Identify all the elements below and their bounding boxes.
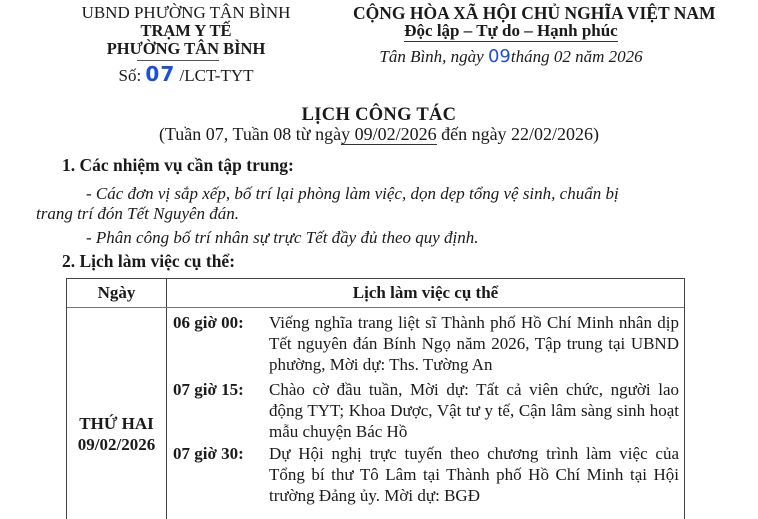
task-1-line1: - Các đơn vị sắp xếp, bố trí lại phòng làm việc, dọn dẹp tổng vệ sinh, chuẩn bị	[86, 184, 619, 203]
subtitle-suffix: đến ngày 22/02/2026)	[436, 124, 600, 144]
schedule-table	[66, 278, 685, 519]
date-suffix: tháng 02 năm 2026	[510, 47, 643, 66]
schedule-entry	[173, 443, 679, 506]
weekday-label: THỨ HAI	[79, 414, 154, 433]
nation-title: CỘNG HÒA XÃ HỘI CHỦ NGHĨA VIỆT NAM	[353, 3, 716, 23]
column-header-schedule: Lịch làm việc cụ thể	[352, 283, 499, 302]
day-date: 09/02/2026	[77, 435, 156, 454]
subtitle-underlined: y 09/02/2026	[341, 124, 437, 144]
header-left-divider	[137, 60, 219, 61]
section-2-heading: 2. Lịch làm việc cụ thể:	[62, 251, 236, 271]
document-number	[60, 62, 312, 86]
doc-number-handwritten: 07	[145, 62, 176, 86]
entry-text: Viếng nghĩa trang liệt sĩ Thành phố Hồ Chí Minh nhân dịp Tết nguyên đán Bính Ngọ năm 2026, Tập trung tại UBND phường, Mời dự: Ths. Tường An	[269, 313, 679, 374]
entry-text: Chào cờ đầu tuần, Mời dự: Tất cả viên chức, người lao động TYT; Khoa Dược, Vật tư y tế, Cận lâm sàng sinh hoạt mẫu chuyện Bác Hồ	[269, 380, 679, 441]
doc-number-suffix: /LCT-TYT	[179, 66, 254, 85]
subtitle-prefix: (Tuần 07, Tuần 08 từ ngà	[158, 124, 342, 144]
unit-name-line2: PHƯỜNG TÂN BÌNH	[106, 39, 266, 58]
issue-date	[353, 46, 669, 67]
organization-name: UBND PHƯỜNG TÂN BÌNH	[81, 3, 291, 22]
section-1-heading: 1. Các nhiệm vụ cần tập trung:	[62, 155, 294, 175]
column-header-day: Ngày	[97, 283, 136, 302]
doc-number-prefix: Số:	[118, 66, 142, 85]
schedule-entry	[173, 379, 679, 442]
date-day-handwritten: 09	[487, 46, 511, 67]
unit-name-line1: TRẠM Y TẾ	[140, 21, 232, 40]
entry-text: Dự Hội nghị trực tuyến theo chương trình làm việc của Tổng bí thư Tô Lâm tại Thành phố Hồ Chí Minh tại Hội trường Đảng ủy. Mời dự: BGĐ	[269, 444, 679, 505]
entry-time: 07 giờ 15:	[173, 380, 244, 399]
national-motto	[353, 21, 669, 41]
schedule-entry	[173, 312, 679, 375]
entry-time: 06 giờ 00:	[173, 313, 244, 332]
date-prefix: Tân Bình, ngày	[379, 47, 484, 66]
task-2: - Phân công bố trí nhân sự trực Tết đầy đủ theo quy định.	[86, 228, 479, 247]
column-divider	[166, 279, 167, 519]
document-subtitle	[0, 124, 758, 145]
task-1-line2: trang trí đón Tết Nguyên đán.	[36, 204, 240, 223]
motto-text: Độc lập – Tự do – Hạnh phúc	[404, 21, 618, 40]
document-title: LỊCH CÔNG TÁC	[301, 105, 457, 125]
day-cell	[67, 413, 166, 455]
entry-time: 07 giờ 30:	[173, 444, 244, 463]
header-row-divider	[67, 307, 684, 308]
